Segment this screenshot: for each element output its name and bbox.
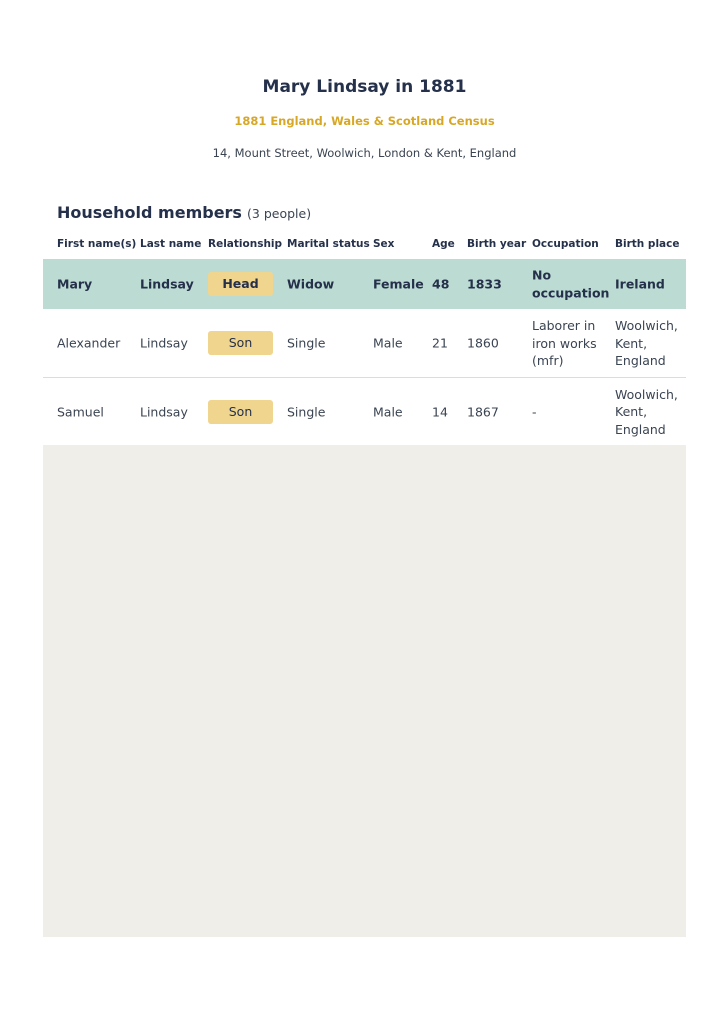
table-row[interactable] [43,378,686,445]
sex-cell: Male [373,403,403,419]
occupation-cell [532,267,609,302]
last-name-cell: Lindsay [140,403,188,419]
column-header-marital-status: Marital status [287,238,370,250]
birth-place-line: Woolwich, [615,386,678,402]
age-cell: 21 [432,335,448,351]
occupation-line: - [532,403,537,419]
occupation-line: (mfr) [532,352,564,368]
occupation-line: occupation [532,285,610,300]
birth-place-line: Woolwich, [615,317,678,333]
last-name-cell: Lindsay [140,335,188,351]
marital-status-cell: Single [287,335,326,351]
marital-status-cell: Widow [287,276,335,292]
first-name-cell[interactable]: Alexander [57,335,121,351]
address-text: 14, Mount Street, Woolwich, London & Kent, England [212,146,517,160]
birth-place-cell [615,317,678,370]
household-members-section [43,193,686,445]
marital-status-cell: Single [287,403,326,419]
first-name-cell[interactable]: Mary [57,276,93,292]
table-row[interactable] [43,259,686,309]
birth-place-line: Ireland [615,276,665,292]
column-header-age: Age [432,238,455,250]
relationship-badge: Son [208,400,273,424]
household-title: Household members [57,203,242,222]
census-link[interactable]: 1881 England, Wales & Scotland Census [234,114,495,128]
age-cell: 14 [432,403,448,419]
occupation-cell [532,403,537,421]
relationship-badge: Son [208,331,273,355]
household-heading [57,203,311,222]
relationship-badge: Head [208,272,273,296]
column-header-last-name: Last name [140,238,202,250]
occupation-line: Laborer in [532,317,596,333]
column-header-occupation: Occupation [532,238,599,250]
birth-year-cell: 1867 [467,403,499,419]
occupation-cell [532,317,597,370]
birth-place-line: England [615,421,666,437]
birth-place-line: Kent, [615,403,648,419]
occupation-line: iron works [532,335,597,351]
birth-place-cell [615,385,678,438]
first-name-cell[interactable]: Samuel [57,403,104,419]
last-name-cell: Lindsay [140,276,194,292]
column-header-relationship: Relationship [208,238,283,250]
birth-place-cell [615,275,665,293]
column-header-first-name: First name(s) [57,238,137,250]
column-header-sex: Sex [373,238,395,250]
column-header-birth-year: Birth year [467,238,527,250]
birth-year-cell: 1833 [467,276,502,292]
occupation-line: No [532,267,552,283]
record-header [43,43,686,193]
household-count: (3 people) [247,206,312,221]
sex-cell: Female [373,276,424,292]
birth-place-line: Kent, [615,335,648,351]
sex-cell: Male [373,335,403,351]
column-header-birth-place: Birth place [615,238,680,250]
empty-content-area [43,445,686,937]
age-cell: 48 [432,276,450,292]
page-title: Mary Lindsay in 1881 [262,77,467,97]
birth-year-cell: 1860 [467,335,499,351]
table-row[interactable] [43,309,686,378]
birth-place-line: England [615,352,666,368]
